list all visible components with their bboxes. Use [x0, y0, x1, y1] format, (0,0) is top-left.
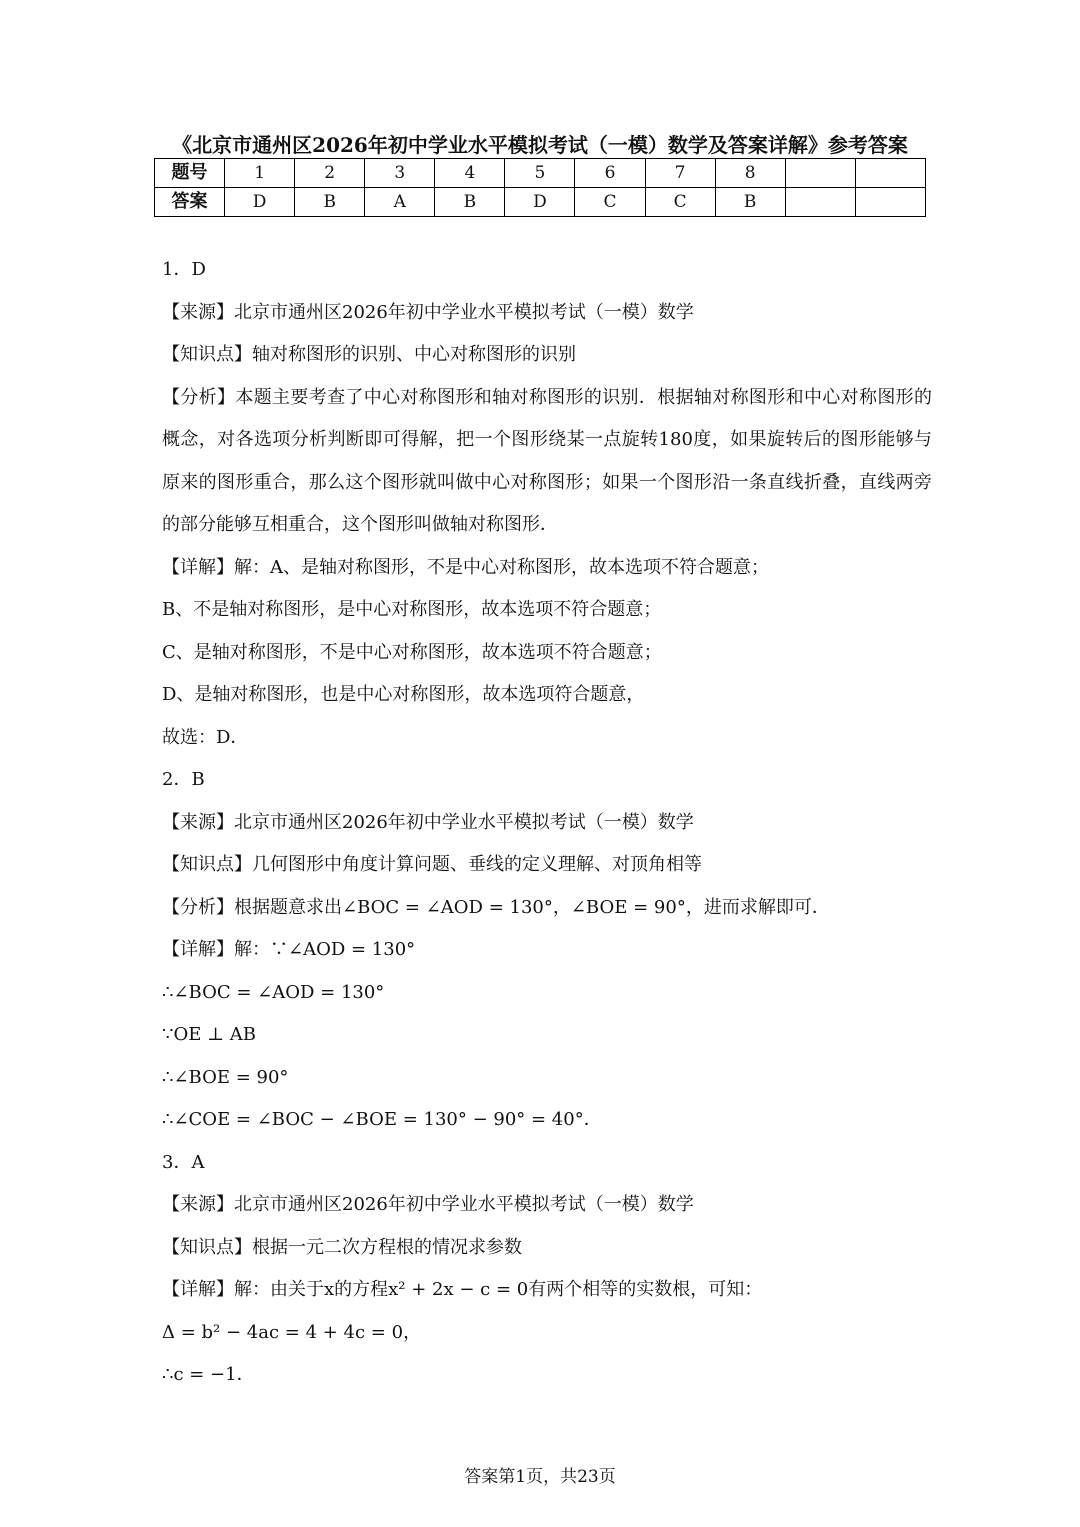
knowledge-point-line: 【知识点】轴对称图形的识别、中心对称图形的识别: [162, 344, 576, 365]
table-cell: B: [435, 188, 505, 217]
table-cell: 3: [365, 159, 435, 188]
analysis-line: 【分析】根据题意求出∠BOC = ∠AOD = 130°，∠BOE = 90°，进而求解即可．: [162, 896, 830, 918]
analysis-paragraph: 【分析】本题主要考查了中心对称图形和轴对称图形的识别．根据轴对称图形和中心对称图形的概念，对各选项分析判断即可得解，把一个图形绕某一点旋转180度，如果旋转后的图形能够与原来的图形重合，那么这个图形就叫做中心对称图形；如果一个图形沿一条直线折叠，直线两旁的部分能够互相重合，这个图形叫做轴对称图形．: [162, 386, 932, 535]
table-cell: C: [575, 188, 645, 217]
answer-table: [154, 158, 926, 217]
table-cell: 4: [435, 159, 505, 188]
page-footer: 答案第1页，共23页: [464, 1467, 616, 1487]
detail-line: 【详解】解：∵∠AOD = 130°: [162, 939, 416, 960]
table-cell: [855, 159, 925, 188]
table-row-answers: [155, 188, 926, 217]
detail-line: D、是轴对称图形，也是中心对称图形，故本选项符合题意，: [162, 684, 645, 705]
table-cell: [785, 188, 855, 217]
table-header-cell: 题号: [155, 159, 225, 188]
knowledge-point-line: 【知识点】几何图形中角度计算问题、垂线的定义理解、对顶角相等: [162, 854, 702, 875]
math-line: ∴∠COE = ∠BOC − ∠BOE = 130° − 90° = 40°．: [162, 1109, 602, 1130]
table-cell: [785, 159, 855, 188]
source-line: 【来源】北京市通州区2026年初中学业水平模拟考试（一模）数学: [162, 301, 694, 323]
table-header-cell: 答案: [155, 188, 225, 217]
table-cell: B: [715, 188, 785, 217]
math-line: Δ = b² − 4ac = 4 + 4c = 0，: [162, 1321, 422, 1343]
table-cell: 2: [295, 159, 365, 188]
table-cell: 8: [715, 159, 785, 188]
table-cell: [855, 188, 925, 217]
source-line: 【来源】北京市通州区2026年初中学业水平模拟考试（一模）数学: [162, 811, 694, 833]
table-cell: D: [225, 188, 295, 217]
answer-content: [162, 249, 932, 1397]
conclusion-line: 故选：D．: [162, 726, 249, 748]
math-line: ∵OE ⊥ AB: [162, 1024, 256, 1045]
table-cell: C: [645, 188, 715, 217]
knowledge-point-line: 【知识点】根据一元二次方程根的情况求参数: [162, 1236, 522, 1258]
table-cell: 5: [505, 159, 575, 188]
table-cell: B: [295, 188, 365, 217]
table-cell: 7: [645, 159, 715, 188]
question-number: 2．B: [162, 769, 205, 790]
table-cell: 6: [575, 159, 645, 188]
detail-line: C、是轴对称图形，不是中心对称图形，故本选项不符合题意；: [162, 641, 662, 663]
source-line: 【来源】北京市通州区2026年初中学业水平模拟考试（一模）数学: [162, 1194, 694, 1215]
table-cell: A: [365, 188, 435, 217]
table-cell: D: [505, 188, 575, 217]
detail-line: 【详解】解：由关于x的方程x² + 2x − c = 0有两个相等的实数根，可知：: [162, 1279, 763, 1300]
math-line: ∴∠BOC = ∠AOD = 130°: [162, 981, 385, 1003]
question-number: 1．D: [162, 259, 206, 280]
math-line: ∴c = −1．: [162, 1364, 255, 1385]
page-title: 《北京市通州区2026年初中学业水平模拟考试（一模）数学及答案详解》参考答案: [172, 133, 908, 157]
detail-line: B、不是轴对称图形，是中心对称图形，故本选项不符合题意；: [162, 599, 662, 620]
table-cell: 1: [225, 159, 295, 188]
table-row-numbers: [155, 159, 926, 188]
detail-line: 【详解】解：A、是轴对称图形，不是中心对称图形，故本选项不符合题意；: [162, 556, 769, 578]
math-line: ∴∠BOE = 90°: [162, 1066, 289, 1088]
question-number: 3．A: [162, 1151, 205, 1173]
